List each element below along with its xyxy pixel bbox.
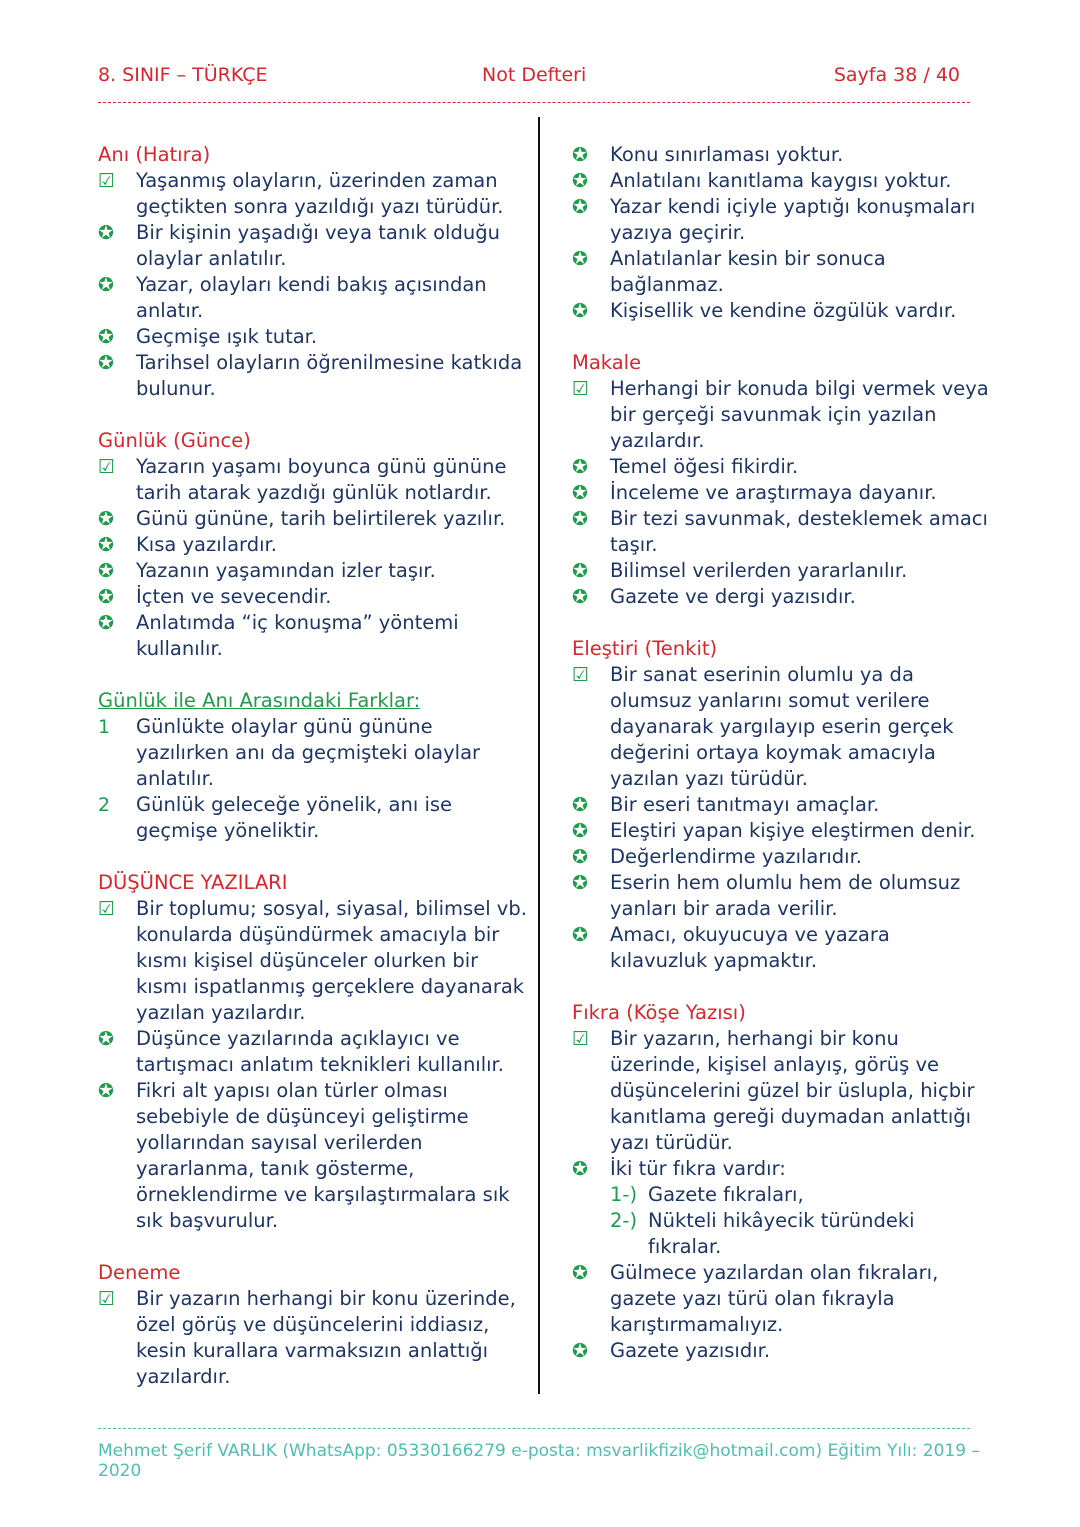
list-item bbox=[572, 1026, 992, 1156]
list-item bbox=[572, 818, 992, 844]
star-bullet-icon: ✪ bbox=[572, 924, 588, 946]
item-text: İki tür fıkra vardır: bbox=[610, 1157, 786, 1180]
item-text: Günü gününe, tarih belirtilerek yazılır. bbox=[136, 507, 506, 530]
page-header bbox=[98, 64, 968, 94]
item-text: Anlatılanı kanıtlama kaygısı yoktur. bbox=[610, 169, 952, 192]
item-text: Gazete fıkraları, bbox=[648, 1183, 804, 1206]
fikra-types-list bbox=[572, 1182, 992, 1260]
section-title-deneme: Deneme bbox=[98, 1261, 181, 1284]
item-text: Bir sanat eserinin olumlu ya da olumsuz yanlarını somut verilere dayanarak yargılayıp eserin gerçek değerini ortaya koymak amacıyla yazılan yazı türüdür. bbox=[610, 663, 954, 790]
farklar-list bbox=[98, 714, 528, 844]
list-item bbox=[610, 1208, 992, 1260]
item-text: Yaşanmış olayların, üzerinden zaman geçtikten sonra yazıldığı yazı türüdür. bbox=[136, 169, 504, 218]
star-bullet-icon: ✪ bbox=[572, 456, 588, 478]
list-item bbox=[572, 194, 992, 246]
list-item bbox=[98, 558, 528, 584]
list-item bbox=[610, 1182, 992, 1208]
star-bullet-icon: ✪ bbox=[572, 794, 588, 816]
item-text: İnceleme ve araştırmaya dayanır. bbox=[610, 481, 937, 504]
spacer bbox=[98, 402, 528, 428]
checkbox-icon: ☑ bbox=[98, 1288, 116, 1310]
star-bullet-icon: ✪ bbox=[98, 222, 114, 244]
star-bullet-icon: ✪ bbox=[572, 586, 588, 608]
header-divider bbox=[98, 102, 970, 103]
list-item bbox=[98, 168, 528, 220]
list-item bbox=[98, 1026, 528, 1078]
item-text: Kısa yazılardır. bbox=[136, 533, 277, 556]
checkbox-icon: ☑ bbox=[98, 170, 116, 192]
star-bullet-icon: ✪ bbox=[572, 1158, 588, 1180]
star-bullet-icon: ✪ bbox=[98, 274, 114, 296]
list-item bbox=[572, 1338, 992, 1364]
spacer bbox=[572, 974, 992, 1000]
list-item bbox=[572, 792, 992, 818]
list-item bbox=[572, 1156, 992, 1182]
item-text: Gülmece yazılardan olan fıkraları, gazete yazı türü olan fıkrayla karıştırmamalıyız. bbox=[610, 1261, 939, 1336]
list-item bbox=[572, 558, 992, 584]
section-title-farklar: Günlük ile Anı Arasındaki Farklar: bbox=[98, 689, 421, 712]
item-text: Bir yazarın, herhangi bir konu üzerinde, kişisel anlayış, görüş ve düşüncelerini güzel bir üslupla, hiçbir kanıtlama gereği duymadan anlattığı yazı türüdür. bbox=[610, 1027, 975, 1154]
item-text: Fikri alt yapısı olan türler olması sebebiyle de düşünceyi geliştirme yollarından sayısal verilerden yararlanma, tanık gösterme, örneklendirme ve karşılaştırmalara sık sık başvurulur. bbox=[136, 1079, 510, 1232]
dusunce-list bbox=[98, 896, 528, 1234]
star-bullet-icon: ✪ bbox=[572, 872, 588, 894]
item-number: 2 bbox=[98, 794, 111, 816]
page-footer: Mehmet Şerif VARLIK (WhatsApp: 05330166279 e-posta: msvarlikfizik@hotmail.com) Eğitim Yılı: 2019 – 2020 bbox=[98, 1441, 980, 1481]
section-title-gunluk: Günlük (Günce) bbox=[98, 429, 251, 452]
left-column bbox=[98, 142, 528, 1390]
item-text: Bir kişinin yaşadığı veya tanık olduğu olaylar anlatılır. bbox=[136, 221, 500, 270]
item-text: Tarihsel olayların öğrenilmesine katkıda bulunur. bbox=[136, 351, 523, 400]
item-text: Anlatımda “iç konuşma” yöntemi kullanılır. bbox=[136, 611, 459, 660]
elestiri-list bbox=[572, 662, 992, 974]
list-item bbox=[572, 662, 992, 792]
item-text: Yazar kendi içiyle yaptığı konuşmaları yazıya geçirir. bbox=[610, 195, 976, 244]
list-item bbox=[98, 792, 528, 844]
spacer bbox=[572, 610, 992, 636]
item-text: Geçmişe ışık tutar. bbox=[136, 325, 318, 348]
item-text: Düşünce yazılarında açıklayıcı ve tartışmacı anlatım teknikleri kullanılır. bbox=[136, 1027, 504, 1076]
list-item bbox=[572, 844, 992, 870]
list-item bbox=[98, 714, 528, 792]
list-item bbox=[98, 220, 528, 272]
fikra-list-continued bbox=[572, 1260, 992, 1364]
star-bullet-icon: ✪ bbox=[98, 612, 114, 634]
item-text: Gazete yazısıdır. bbox=[610, 1339, 771, 1362]
item-text: Yazanın yaşamından izler taşır. bbox=[136, 559, 436, 582]
item-number: 2-) bbox=[610, 1209, 638, 1232]
section-title-ani: Anı (Hatıra) bbox=[98, 143, 211, 166]
list-item bbox=[572, 454, 992, 480]
deneme-list bbox=[98, 1286, 528, 1390]
footer-divider bbox=[98, 1428, 970, 1429]
section-title-fikra: Fıkra (Köşe Yazısı) bbox=[572, 1001, 746, 1024]
star-bullet-icon: ✪ bbox=[98, 560, 114, 582]
list-item bbox=[98, 272, 528, 324]
checkbox-icon: ☑ bbox=[572, 378, 590, 400]
item-text: Kişisellik ve kendine özgülük vardır. bbox=[610, 299, 957, 322]
star-bullet-icon: ✪ bbox=[572, 846, 588, 868]
checkbox-icon: ☑ bbox=[98, 898, 116, 920]
star-bullet-icon: ✪ bbox=[572, 1340, 588, 1362]
star-bullet-icon: ✪ bbox=[98, 352, 114, 374]
list-item bbox=[572, 168, 992, 194]
list-item bbox=[572, 246, 992, 298]
list-item bbox=[572, 922, 992, 974]
checkbox-icon: ☑ bbox=[98, 456, 116, 478]
star-bullet-icon: ✪ bbox=[572, 1262, 588, 1284]
star-bullet-icon: ✪ bbox=[98, 1028, 114, 1050]
list-item bbox=[98, 506, 528, 532]
list-item bbox=[572, 506, 992, 558]
item-text: Herhangi bir konuda bilgi vermek veya bir gerçeği savunmak için yazılan yazılardır. bbox=[610, 377, 989, 452]
item-text: Amacı, okuyucuya ve yazara kılavuzluk yapmaktır. bbox=[610, 923, 890, 972]
column-divider bbox=[538, 117, 540, 1394]
section-title-elestiri: Eleştiri (Tenkit) bbox=[572, 637, 718, 660]
item-text: Bir toplumu; sosyal, siyasal, bilimsel vb. konularda düşündürmek amacıyla bir kısmı kişisel düşünceler olurken bir kısmı ispatlanmış gerçeklere dayanarak yazılan yazılardır. bbox=[136, 897, 527, 1024]
list-item bbox=[572, 870, 992, 922]
item-text: Gazete ve dergi yazısıdır. bbox=[610, 585, 856, 608]
list-item bbox=[98, 324, 528, 350]
fikra-list bbox=[572, 1026, 992, 1182]
ani-list bbox=[98, 168, 528, 402]
list-item bbox=[98, 1078, 528, 1234]
gunluk-list bbox=[98, 454, 528, 662]
item-text: Günlükte olaylar günü gününe yazılırken anı da geçmişteki olaylar anlatılır. bbox=[136, 715, 481, 790]
right-column bbox=[572, 142, 992, 1364]
section-title-makale: Makale bbox=[572, 351, 642, 374]
item-text: Anlatılanlar kesin bir sonuca bağlanmaz. bbox=[610, 247, 886, 296]
star-bullet-icon: ✪ bbox=[572, 196, 588, 218]
item-text: Konu sınırlaması yoktur. bbox=[610, 143, 844, 166]
star-bullet-icon: ✪ bbox=[572, 560, 588, 582]
section-title-dusunce: DÜŞÜNCE YAZILARI bbox=[98, 871, 288, 894]
header-notebook-title: Not Defteri bbox=[482, 64, 587, 86]
spacer bbox=[98, 662, 528, 688]
checkbox-icon: ☑ bbox=[572, 664, 590, 686]
star-bullet-icon: ✪ bbox=[572, 248, 588, 270]
star-bullet-icon: ✪ bbox=[98, 1080, 114, 1102]
list-item bbox=[98, 896, 528, 1026]
item-text: Eleştiri yapan kişiye eleştirmen denir. bbox=[610, 819, 976, 842]
list-item bbox=[98, 454, 528, 506]
spacer bbox=[98, 1234, 528, 1260]
star-bullet-icon: ✪ bbox=[572, 482, 588, 504]
item-text: Bir yazarın herhangi bir konu üzerinde, özel görüş ve düşüncelerini iddiasız, kesin kurallara varmaksızın anlattığı yazılardır. bbox=[136, 1287, 516, 1388]
star-bullet-icon: ✪ bbox=[572, 170, 588, 192]
list-item bbox=[572, 142, 992, 168]
list-item bbox=[98, 1286, 528, 1390]
header-class-subject: 8. SINIF – TÜRKÇE bbox=[98, 64, 268, 86]
star-bullet-icon: ✪ bbox=[98, 586, 114, 608]
checkbox-icon: ☑ bbox=[572, 1028, 590, 1050]
list-item bbox=[98, 350, 528, 402]
star-bullet-icon: ✪ bbox=[572, 820, 588, 842]
spacer bbox=[98, 844, 528, 870]
item-text: İçten ve sevecendir. bbox=[136, 585, 332, 608]
spacer bbox=[572, 324, 992, 350]
list-item bbox=[98, 532, 528, 558]
star-bullet-icon: ✪ bbox=[572, 300, 588, 322]
item-text: Temel öğesi fikirdir. bbox=[610, 455, 799, 478]
list-item bbox=[572, 298, 992, 324]
item-text: Yazarın yaşamı boyunca günü gününe tarih atarak yazdığı günlük notlardır. bbox=[136, 455, 507, 504]
item-number: 1-) bbox=[610, 1183, 638, 1206]
list-item bbox=[572, 1260, 992, 1338]
list-item bbox=[572, 584, 992, 610]
item-number: 1 bbox=[98, 716, 111, 738]
deneme-continued-list bbox=[572, 142, 992, 324]
item-text: Nükteli hikâyecik türündeki fıkralar. bbox=[648, 1209, 915, 1258]
star-bullet-icon: ✪ bbox=[572, 144, 588, 166]
header-page-number: Sayfa 38 / 40 bbox=[833, 64, 960, 86]
star-bullet-icon: ✪ bbox=[98, 508, 114, 530]
star-bullet-icon: ✪ bbox=[572, 508, 588, 530]
star-bullet-icon: ✪ bbox=[98, 326, 114, 348]
makale-list bbox=[572, 376, 992, 610]
item-text: Eserin hem olumlu hem de olumsuz yanları bir arada verilir. bbox=[610, 871, 961, 920]
list-item bbox=[98, 584, 528, 610]
item-text: Bilimsel verilerden yararlanılır. bbox=[610, 559, 908, 582]
list-item bbox=[572, 376, 992, 454]
list-item bbox=[572, 480, 992, 506]
item-text: Günlük geleceğe yönelik, anı ise geçmişe yöneliktir. bbox=[136, 793, 453, 842]
star-bullet-icon: ✪ bbox=[98, 534, 114, 556]
item-text: Bir eseri tanıtmayı amaçlar. bbox=[610, 793, 880, 816]
item-text: Değerlendirme yazılarıdır. bbox=[610, 845, 863, 868]
list-item bbox=[98, 610, 528, 662]
item-text: Bir tezi savunmak, desteklemek amacı taşır. bbox=[610, 507, 988, 556]
item-text: Yazar, olayları kendi bakış açısından anlatır. bbox=[136, 273, 487, 322]
